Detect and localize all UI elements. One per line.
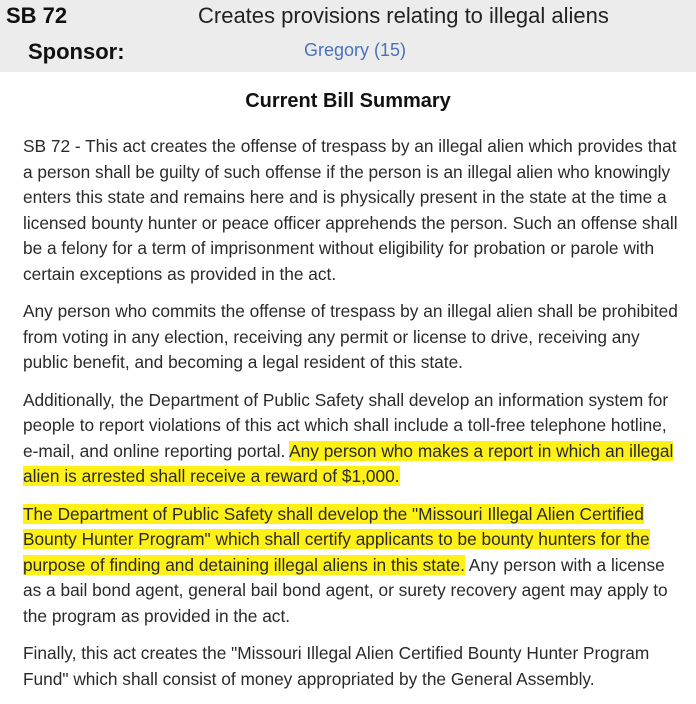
summary-paragraph-1: SB 72 - This act creates the offense of trespass by an illegal alien which provides that a person shall be guilty of such offense if the person is an illegal alien who knowingly enters this state and remains here and is physically present in the state at the time a licensed bounty hunter or peace officer apprehends the person. Such an offense shall be a felony for a term of imprisonment without eligibility for probation or parole with certain exceptions as provided in the act. <box>23 136 678 284</box>
bill-summary-body <box>23 134 681 704</box>
summary-paragraph-4 <box>23 502 681 630</box>
summary-paragraph-5: Finally, this act creates the "Missouri Illegal Alien Certified Bounty Hunter Program Fund" which shall consist of money appropriated by the General Assembly. <box>23 643 650 689</box>
sponsor-link[interactable]: Gregory (15) <box>304 40 407 60</box>
highlighted-program-text: The Department of Public Safety shall develop the "Missouri Illegal Alien Certified Bounty Hunter Program" which shall certify applicants to be bounty hunters for the purpose of finding and detaining illegal aliens in this state. <box>23 503 650 575</box>
bill-id: SB 72 <box>6 3 68 28</box>
highlighted-reward-text: Any person who makes a report in which an illegal alien is arrested shall receive a reward of $1,000. <box>23 440 674 486</box>
summary-paragraph-3 <box>23 388 681 490</box>
summary-paragraph-3-text: Additionally, the Department of Public Safety shall develop an information system for people to report violations of this act which shall include a toll-free telephone hotline, e-mail, and online reporting portal. <box>23 389 669 461</box>
summary-heading: Current Bill Summary <box>245 90 451 112</box>
summary-paragraph-4-text: Any person with a license as a bail bond agent, general bail bond agent, or surety recovery agent may apply to the program as provided in the act. <box>23 554 668 626</box>
bill-title: Creates provisions relating to illegal aliens <box>198 3 609 28</box>
summary-paragraph-2: Any person who commits the offense of trespass by an illegal alien shall be prohibited from voting in any election, receiving any permit or license to drive, receiving any public benefit, and becoming a legal resident of this state. <box>23 301 678 372</box>
bill-header <box>0 0 696 72</box>
sponsor-label: Sponsor: <box>28 39 125 64</box>
